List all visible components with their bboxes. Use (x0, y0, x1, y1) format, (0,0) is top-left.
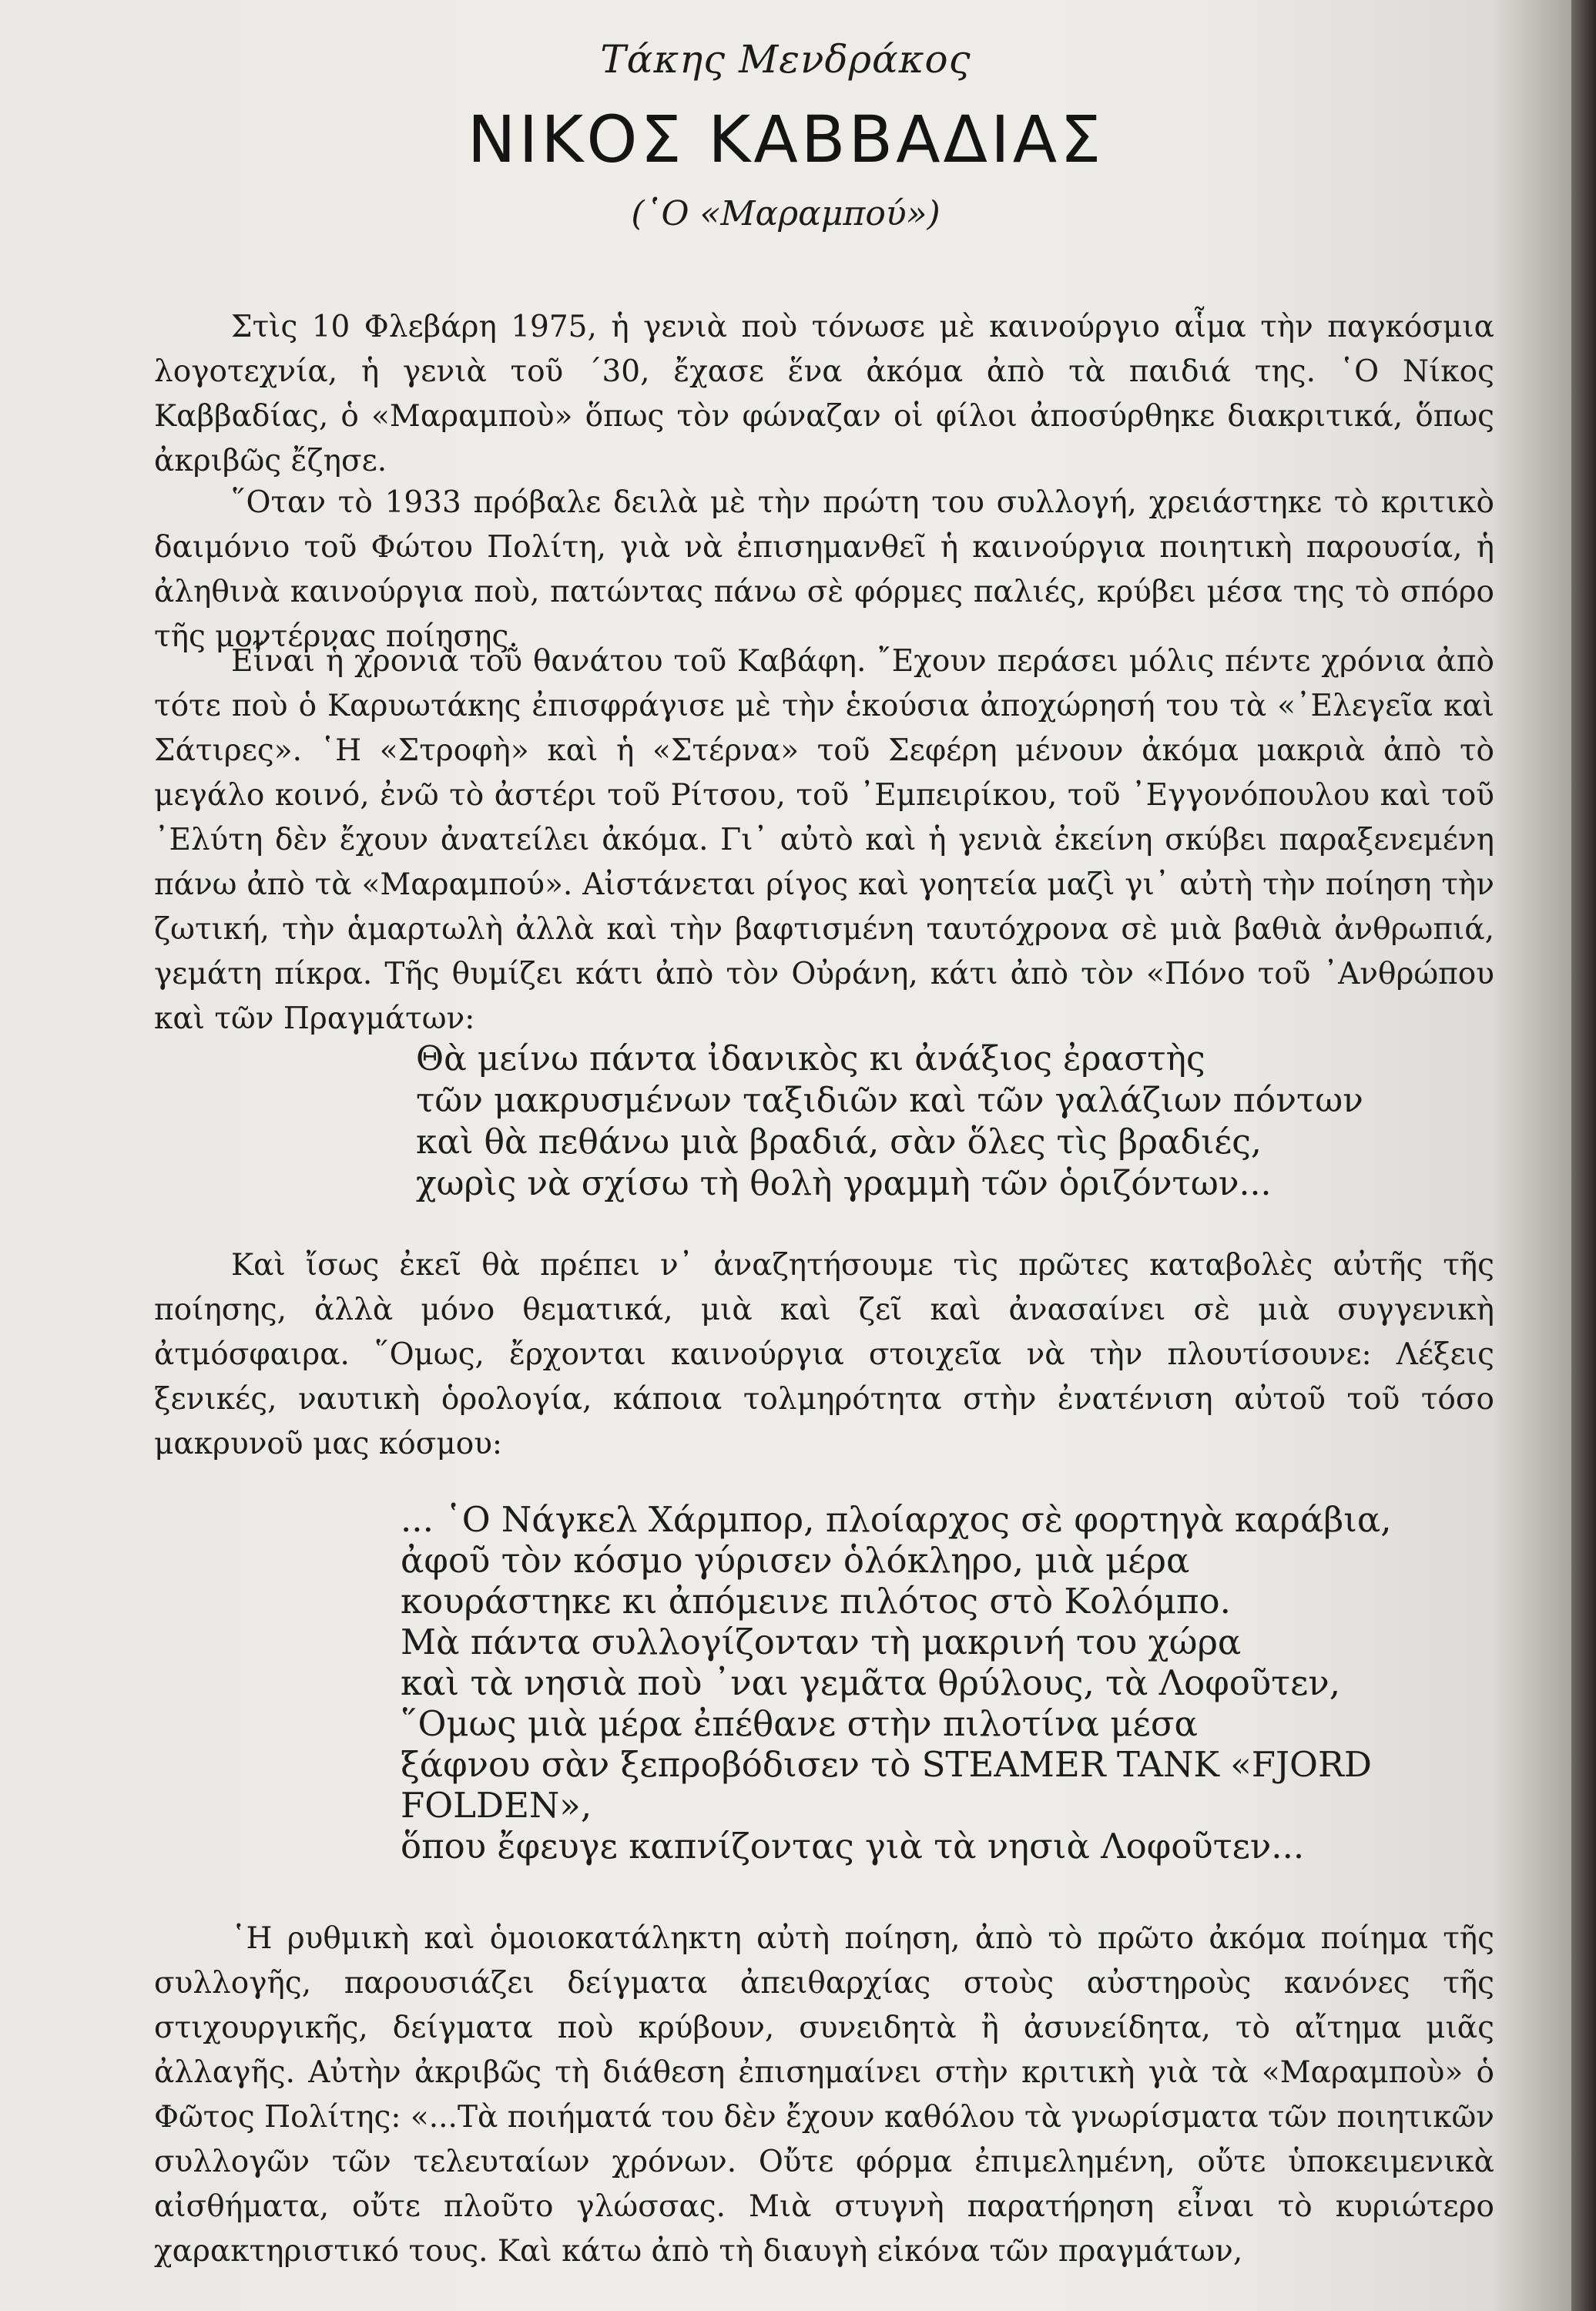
author-name: Τάκης Μενδράκος (600, 37, 971, 82)
poem-line: Μὰ πάντα συλλογίζονταν τὴ μακρινή του χώρα (401, 1622, 1242, 1662)
poem-line: ἀφοῦ τὸν κόσμο γύρισεν ὁλόκληρο, μιὰ μέρα (401, 1540, 1190, 1581)
poem-line: καὶ τὰ νησιὰ ποὺ ᾿ναι γεμᾶτα θρύλους, τὰ Λοφοῦτεν, (401, 1662, 1341, 1703)
poem-line: καὶ θὰ πεθάνω μιὰ βραδιά, σὰν ὅλες τὶς βραδιές, (416, 1122, 1262, 1162)
paragraph-5 (154, 1917, 1494, 2274)
poem-line: ῞Ομως μιὰ μέρα ἐπέθανε στὴν πιλοτίνα μέσα (401, 1703, 1198, 1744)
paragraph-1 (154, 305, 1494, 484)
paragraph-text: Εἶναι ἡ χρονιὰ τοῦ θανάτου τοῦ Καβάφη. ῎Εχουν περάσει μόλις πέντε χρόνια ἀπὸ τότε ποὺ ὁ Καρυωτάκης ἐπισφράγισε μὲ τὴν ἑκούσια ἀποχώρησή του τὰ «᾿Ελεγεῖα καὶ Σάτιρες». ῾Η «Στροφὴ» καὶ ἡ «Στέρνα» τοῦ Σεφέρη μένουν ἀκόμα μακριὰ ἀπὸ τὸ μεγάλο κοινό, ἐνῶ τὸ ἀστέρι τοῦ Ρίτσου, τοῦ ᾿Εμπειρίκου, τοῦ ᾿Εγγονόπουλου καὶ τοῦ ᾿Ελύτη δὲν ἔχουν ἀνατείλει ἀκόμα. Γι᾿ αὐτὸ καὶ ἡ γενιὰ ἐκείνη σκύβει παραξενεμένη πάνω ἀπὸ τὰ «Μαραμπού». Αἰστάνεται ρίγος καὶ γοητεία μαζὶ γι᾿ αὐτὴ τὴν ποίηση τὴν ζωτική, τὴν ἁμαρτωλὴ ἀλλὰ καὶ τὴν βαφτισμένη ταυτόχρονα σὲ μιὰ βαθιὰ ἀνθρωπιά, γεμάτη πίκρα. Τῆς θυμίζει κάτι ἀπὸ τὸν Οὐράνη, κάτι ἀπὸ τὸν «Πόνο τοῦ ᾿Ανθρώπου καὶ τῶν Πραγμάτων: (154, 644, 1494, 1036)
article-title: ΝΙΚΟΣ ΚΑΒΒΑΔΙΑΣ (467, 102, 1105, 177)
poem-line: FOLDEN», (401, 1785, 592, 1826)
poem-line: ... ῾Ο Νάγκελ Χάρμπορ, πλοίαρχος σὲ φορτηγὰ καράβια, (401, 1499, 1392, 1540)
paragraph-text: ῞Οταν τὸ 1933 πρόβαλε δειλὰ μὲ τὴν πρώτη του συλλογή, χρειάστηκε τὸ κριτικὸ δαιμόνιο τοῦ Φώτου Πολίτη, γιὰ νὰ ἐπισημανθεῖ ἡ καινούργια ποιητικὴ παρουσία, ἡ ἀληθινὰ καινούργια ποὺ, πατώντας πάνω σὲ φόρμες παλιές, κρύβει μέσα της τὸ σπόρο τῆς μοντέρνας ποίησης. (154, 485, 1494, 654)
paragraph-3 (154, 639, 1494, 1041)
poem-line: ξάφνου σὰν ξεπροβόδισεν τὸ STEAMER TANK «FJORD (401, 1744, 1372, 1785)
article-subtitle: (῾Ο «Μαραμπού») (631, 194, 940, 233)
page-edge-shadow (1571, 0, 1596, 2311)
poem-line: τῶν μακρυσμένων ταξιδιῶν καὶ τῶν γαλάζιων πόντων (416, 1081, 1363, 1120)
poem-line: χωρὶς νὰ σχίσω τὴ θολὴ γραμμὴ τῶν ὁριζόντων... (416, 1164, 1272, 1203)
poem-line: κουράστηκε κι ἀπόμεινε πιλότος στὸ Κολόμπο. (401, 1581, 1231, 1622)
poem-quote-2 (401, 1499, 1392, 1867)
poem-line: Θὰ μείνω πάντα ἰδανικὸς κι ἀνάξιος ἐραστὴς (416, 1039, 1205, 1078)
paragraph-text: Καὶ ἴσως ἐκεῖ θὰ πρέπει ν᾿ ἀναζητήσουμε τὶς πρῶτες καταβολὲς αὐτῆς τῆς ποίησης, ἀλλὰ μόνο θεματικά, μιὰ καὶ ζεῖ καὶ ἀνασαίνει σὲ μιὰ συγγενικὴ ἀτμόσφαιρα. ῞Ομως, ἔρχονται καινούργια στοιχεῖα νὰ τὴν πλουτίσουνε: Λέξεις ξενικές, ναυτικὴ ὁρολογία, κάποια τολμηρότητα στὴν ἐνατένιση αὐτοῦ τοῦ τόσο μακρυνοῦ μας κόσμου: (154, 1248, 1494, 1461)
paragraph-4 (154, 1243, 1494, 1467)
paragraph-text: ῾Η ρυθμικὴ καὶ ὁμοιοκατάληκτη αὐτὴ ποίηση, ἀπὸ τὸ πρῶτο ἀκόμα ποίημα τῆς συλλογῆς, παρουσιάζει δείγματα ἀπειθαρχίας στοὺς αὐστηροὺς κανόνες τῆς στιχουργικῆς, δείγματα ποὺ κρύβουν, συνειδητὰ ἢ ἀσυνείδητα, τὸ αἴτημα μιᾶς ἀλλαγῆς. Αὐτὴν ἀκριβῶς τὴ διάθεση ἐπισημαίνει στὴν κριτικὴ γιὰ τὰ «Μαραμποὺ» ὁ Φῶτος Πολίτης: «...Τὰ ποιήματά του δὲν ἔχουν καθόλου τὰ γνωρίσματα τῶν ποιητικῶν συλλογῶν τῶν τελευταίων χρόνων. Οὔτε φόρμα ἐπιμελημένη, οὔτε ὑποκειμενικὰ αἰσθήματα, οὔτε πλοῦτο γλώσσας. Μιὰ στυγνὴ παρατήρηση εἶναι τὸ κυριώτερο χαρακτηριστικό τους. Καὶ κάτω ἀπὸ τὴ διαυγὴ εἰκόνα τῶν πραγμάτων, (154, 1921, 1494, 2269)
poem-line: ὅπου ἔφευγε καπνίζοντας γιὰ τὰ νησιὰ Λοφοῦτεν... (401, 1826, 1305, 1867)
poem-quote-1 (416, 1038, 1363, 1205)
paragraph-2 (154, 481, 1494, 659)
paragraph-text: Στὶς 10 Φλεβάρη 1975, ἡ γενιὰ ποὺ τόνωσε μὲ καινούργιο αἷμα τὴν παγκόσμια λογοτεχνία, ἡ γενιὰ τοῦ ΄30, ἔχασε ἕνα ἀκόμα ἀπὸ τὰ παιδιά της. ῾Ο Νίκος Καββαδίας, ὁ «Μαραμποὺ» ὅπως τὸν φώναζαν οἱ φίλοι ἀποσύρθηκε διακριτικά, ὅπως ἀκριβῶς ἔζησε. (154, 310, 1494, 478)
